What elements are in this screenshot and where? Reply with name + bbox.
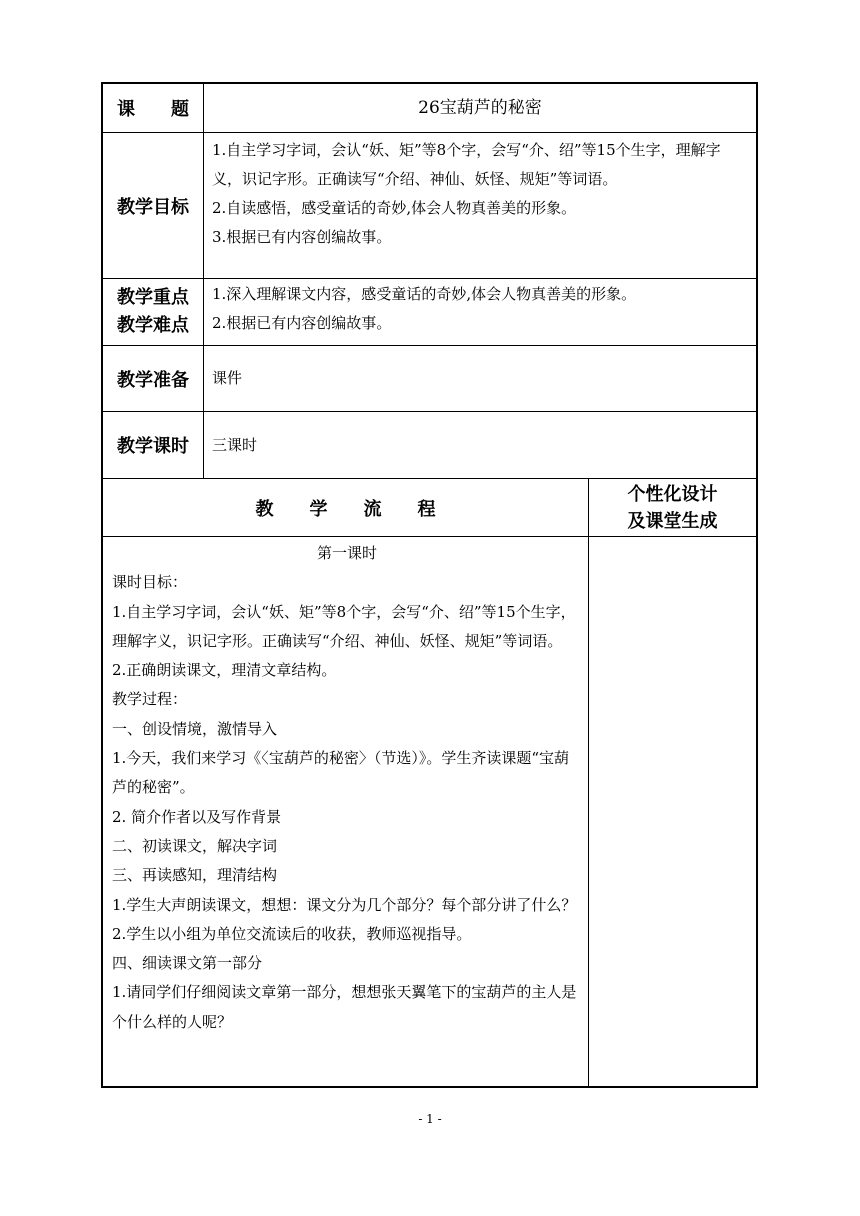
goals-label: 教学目标 — [103, 133, 204, 278]
key-label: 教学重点 — [117, 287, 189, 308]
key-points-label — [103, 279, 204, 345]
flow-line: 三、再读感知，理清结构 — [112, 866, 278, 885]
flow-line: 1.自主学习字词，会认“妖、矩”等8个字，会写“介、绍”等15个生字，理解字义，识记字形。正确读写“介绍、神仙、妖怪、规矩”等词语。 — [112, 602, 576, 650]
hours-row — [103, 412, 756, 479]
key-point-item: 1.深入理解课文内容，感受童话的奇妙,体会人物真善美的形象。 — [212, 285, 637, 303]
flow-line: 1.学生大声朗读课文，想想：课文分为几个部分？每个部分讲了什么？ — [112, 895, 577, 914]
goal-item: 1.自主学习字词，会认“妖、矩”等8个字，会写“介、绍”等15个生字，理解字义，识记字形。正确读写“介绍、神仙、妖怪、规矩”等词语。 — [212, 141, 721, 188]
flow-line: 二、初读课文，解决字词 — [112, 836, 278, 855]
flow-line: 四、细读课文第一部分 — [112, 954, 263, 973]
session-title: 第一课时 — [316, 544, 377, 562]
flow-line: 2.学生以小组为单位交流读后的收获，教师巡视指导。 — [112, 924, 472, 943]
lesson-plan-table — [101, 82, 758, 1088]
flow-line: 1.请同学们仔细阅读文章第一部分，想想张天翼笔下的宝葫芦的主人是个什么样的人呢？ — [112, 983, 577, 1031]
flow-line: 2.正确朗读课文，理清文章结构。 — [112, 661, 337, 680]
page-number: - 1 - — [418, 1112, 442, 1126]
hours-value: 三课时 — [212, 435, 258, 454]
personalized-design-area — [589, 537, 756, 1086]
flow-header: 教 学 流 程 — [103, 479, 589, 536]
flow-line: 一、创设情境，激情导入 — [112, 719, 278, 738]
personalized-design-header — [589, 479, 756, 536]
difficulty-label: 教学难点 — [117, 315, 189, 336]
flow-line: 课时目标： — [112, 573, 188, 592]
flow-content — [103, 537, 589, 1086]
class-generation-label: 及课堂生成 — [627, 510, 718, 532]
key-point-item: 2.根据已有内容创编故事。 — [212, 314, 392, 332]
flow-line: 教学过程： — [112, 690, 188, 709]
flow-line: 2. 简介作者以及写作背景 — [112, 807, 282, 826]
personalized-design-label: 个性化设计 — [627, 483, 718, 505]
title-label: 课 题 — [103, 84, 204, 132]
key-points-row — [103, 279, 756, 346]
flow-body-row — [103, 537, 756, 1086]
flow-line: 1.今天，我们来学习《〈宝葫芦的秘密〉（节选）》。学生齐读课题“宝葫芦的秘密”。 — [112, 749, 569, 797]
goals-content — [204, 133, 756, 278]
preparation-label: 教学准备 — [103, 346, 204, 411]
goal-item: 3.根据已有内容创编故事。 — [212, 228, 392, 246]
goal-item: 2.自读感悟，感受童话的奇妙,体会人物真善美的形象。 — [212, 199, 577, 217]
preparation-value: 课件 — [212, 369, 243, 387]
hours-label: 教学课时 — [103, 412, 204, 478]
preparation-row — [103, 346, 756, 412]
title-row — [103, 84, 756, 133]
goals-row — [103, 133, 756, 279]
key-points-content — [204, 279, 756, 345]
lesson-title: 26宝葫芦的秘密 — [418, 97, 542, 118]
flow-header-row — [103, 479, 756, 537]
